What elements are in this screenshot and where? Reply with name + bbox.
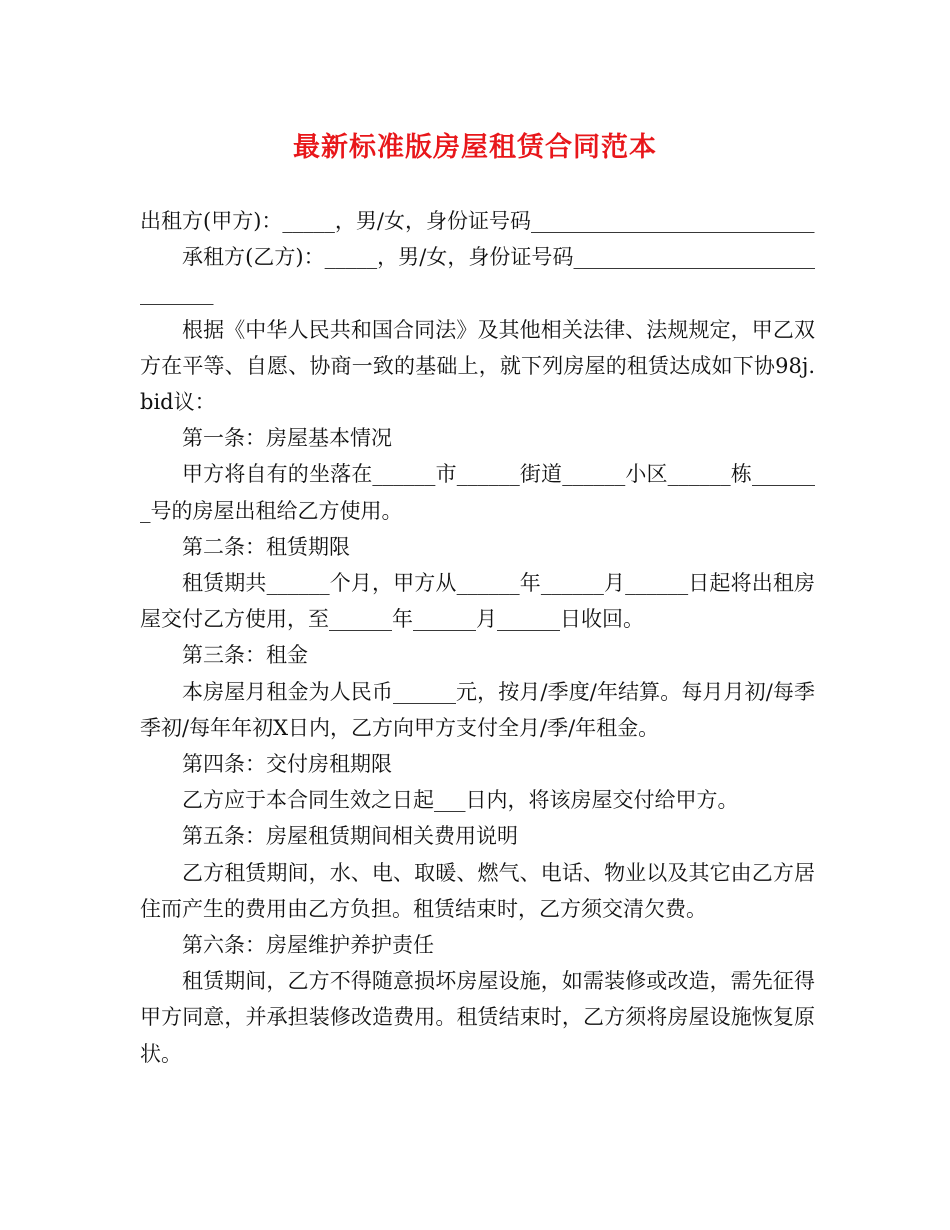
article-4-body: 乙方应于本合同生效之日起___日内，将该房屋交付给甲方。 [182, 788, 739, 813]
article-3-body: 本房屋月租金为人民币______元，按月/季度/年结算。每月月初/每季季初/每年年初X日内，乙方向甲方支付全月/季/年租金。 [140, 679, 815, 740]
party-a-line: 出租方(甲方)：_____，男/女，身份证号码___________________________ [140, 209, 815, 233]
article-6-body: 租赁期间，乙方不得随意损坏房屋设施，如需装修或改造，需先征得甲方同意，并承担装修改造费用。租赁结束时，乙方须将房屋设施恢复原状。 [140, 969, 815, 1066]
article-5-body: 乙方租赁期间，水、电、取暖、燃气、电话、物业以及其它由乙方居住而产生的费用由乙方负担。租赁结束时，乙方须交清欠费。 [140, 860, 815, 921]
article-2-body: 租赁期共______个月，甲方从______年______月______日起将出租房屋交付乙方使用，至______年______月______日收回。 [140, 571, 815, 632]
preamble-paragraph: 根据《中华人民共和国合同法》及其他相关法律、法规规定，甲乙双方在平等、自愿、协商一致的基础上，就下列房屋的租赁达成如下协98j.bid议： [140, 317, 815, 415]
party-b-line: 承租方(乙方)：_____，男/女，身份证号码______________________________ [140, 245, 815, 306]
document-title: 最新标准版房屋租赁合同范本 [293, 132, 657, 163]
article-3-heading: 第三条：租金 [182, 643, 308, 668]
article-1-body: 甲方将自有的坐落在______市______街道______小区______栋_______号的房屋出租给乙方使用。 [140, 462, 815, 523]
document-body [140, 203, 815, 1072]
article-1-heading: 第一条：房屋基本情况 [182, 426, 392, 451]
article-4-heading: 第四条：交付房租期限 [182, 752, 392, 777]
article-2-heading: 第二条：租赁期限 [182, 534, 350, 559]
article-6-heading: 第六条：房屋维护养护责任 [182, 933, 434, 958]
article-5-heading: 第五条：房屋租赁期间相关费用说明 [182, 824, 518, 849]
